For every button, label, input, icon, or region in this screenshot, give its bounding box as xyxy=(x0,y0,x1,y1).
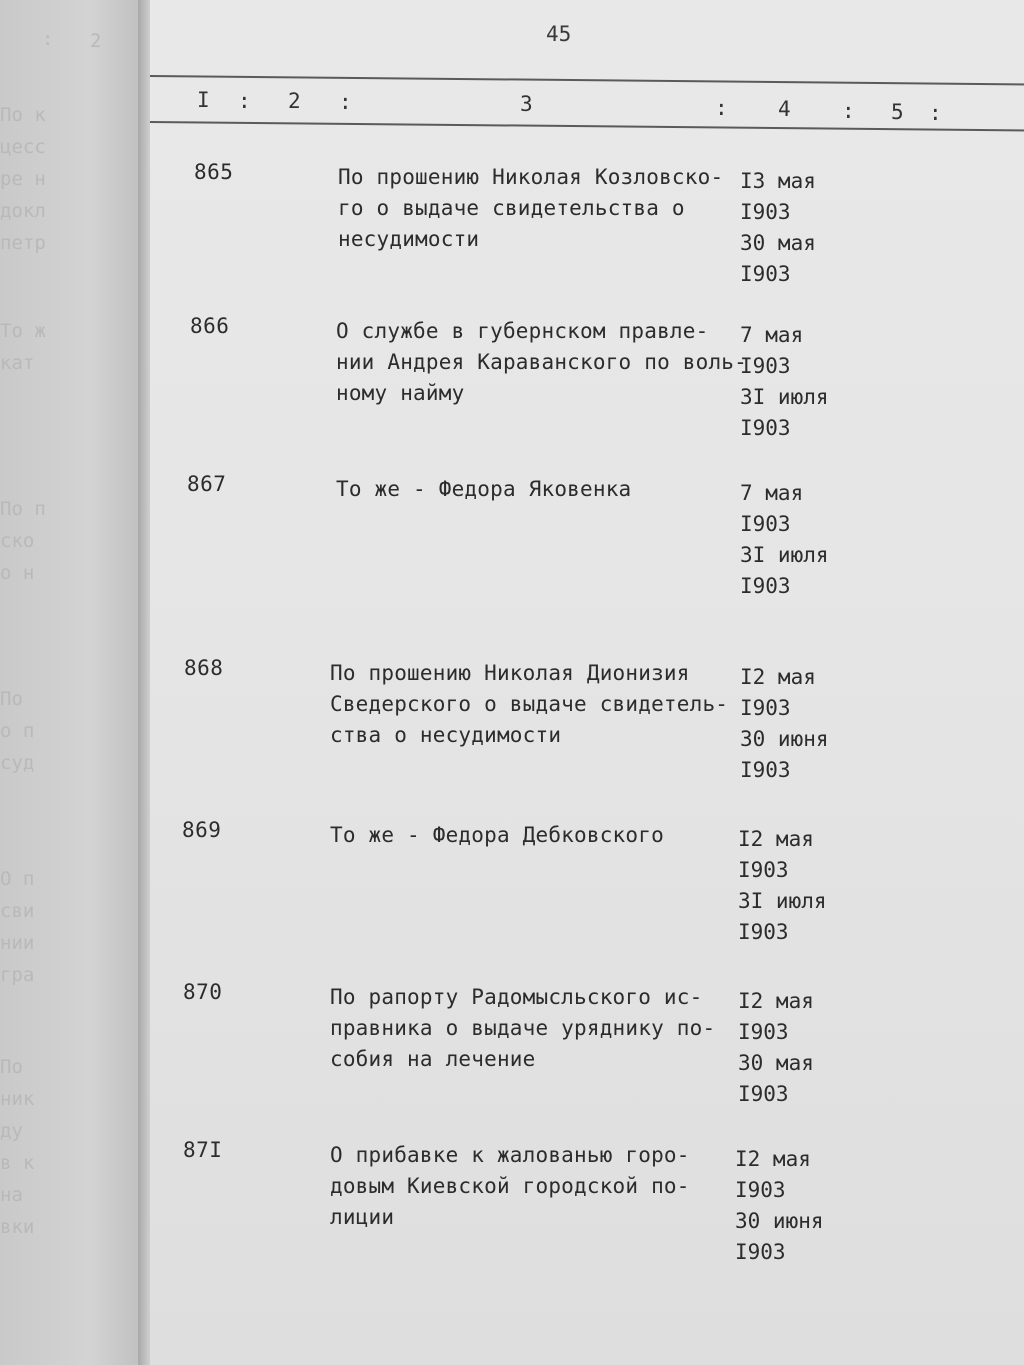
bleed-fragment: на xyxy=(0,1184,23,1206)
entry-date-day: I3 мая xyxy=(740,169,816,193)
bleed-fragment: ник xyxy=(0,1088,35,1110)
bleed-fragment: ду xyxy=(0,1120,23,1142)
bleed-fragment: суд xyxy=(0,752,35,774)
header-col-5: 5 xyxy=(891,100,904,124)
inventory-entry xyxy=(0,980,1024,1120)
entry-title-line: го о выдаче свидетельства о xyxy=(338,196,685,220)
bleed-fragment: о п xyxy=(0,720,35,742)
bleed-fragment: сви xyxy=(0,900,35,922)
entry-date-day: 7 мая xyxy=(740,481,804,505)
bleed-fragment: нии xyxy=(0,932,35,954)
entry-date-day: I2 мая xyxy=(740,665,816,689)
entry-number: 868 xyxy=(184,656,224,680)
entry-date-year: I903 xyxy=(740,262,791,286)
entry-title-line: По рапорту Радомысльского ис- xyxy=(330,985,703,1009)
entry-date-day: I2 мая xyxy=(735,1147,811,1171)
entry-date-year: I903 xyxy=(738,920,789,944)
entry-title-line: собия на лечение xyxy=(330,1047,536,1071)
bleed-fragment: докл xyxy=(0,200,46,222)
entry-dates xyxy=(738,824,827,948)
bleed-fragment: гра xyxy=(0,964,35,986)
header-separator: : xyxy=(339,90,352,114)
bleed-fragment: По xyxy=(0,1056,23,1078)
entry-date-day: 30 мая xyxy=(740,231,816,255)
entry-dates xyxy=(740,166,816,290)
entry-date-day: I2 мая xyxy=(738,827,814,851)
entry-date-day: 3I июля xyxy=(740,385,829,409)
entry-date-day: 30 июня xyxy=(740,727,829,751)
entry-date-year: I903 xyxy=(740,354,791,378)
bleed-fragment: цесс xyxy=(0,136,46,158)
header-col-3: 3 xyxy=(520,92,533,116)
page-number: 45 xyxy=(546,22,572,46)
bleed-fragment: По xyxy=(0,688,23,710)
header-separator: : xyxy=(238,89,251,113)
entry-dates xyxy=(740,320,829,444)
inventory-entry xyxy=(0,656,1024,796)
entry-date-year: I903 xyxy=(735,1178,786,1202)
bleed-fragment: о н xyxy=(0,562,35,584)
entry-date-day: 3I июля xyxy=(738,889,827,913)
bleed-fragment: ско xyxy=(0,530,35,552)
header-col-1: I xyxy=(197,88,210,112)
entry-title xyxy=(330,820,664,851)
inventory-entry xyxy=(0,160,1024,300)
bleed-fragment: 2 xyxy=(90,30,102,52)
entry-number: 865 xyxy=(194,160,234,184)
inventory-entry xyxy=(0,314,1024,454)
bleed-fragment: вки xyxy=(0,1216,35,1238)
entry-date-year: I903 xyxy=(740,416,791,440)
entry-title-line: То же - Федора Дебковского xyxy=(330,823,664,847)
entry-title-line: нии Андрея Караванского по воль- xyxy=(336,350,747,374)
entry-title-line: ства о несудимости xyxy=(330,723,562,747)
entry-date-day: 30 мая xyxy=(738,1051,814,1075)
header-separator: : xyxy=(929,101,942,125)
inventory-entry xyxy=(0,818,1024,958)
entry-number: 87I xyxy=(183,1138,223,1162)
entry-date-year: I903 xyxy=(740,574,791,598)
entry-title-line: лиции xyxy=(330,1205,395,1229)
entry-date-year: I903 xyxy=(740,200,791,224)
inventory-entry xyxy=(0,1138,1024,1278)
entry-number: 870 xyxy=(183,980,223,1004)
entry-title-line: несудимости xyxy=(338,227,480,251)
bleed-fragment: По п xyxy=(0,498,46,520)
entry-date-day: 3I июля xyxy=(740,543,829,567)
entry-title-line: О службе в губернском правле- xyxy=(336,319,709,343)
entry-dates xyxy=(735,1144,824,1268)
bleed-fragment: : xyxy=(42,28,54,50)
entry-date-year: I903 xyxy=(738,1082,789,1106)
header-separator: : xyxy=(715,96,728,120)
entry-title xyxy=(338,162,723,255)
entry-dates xyxy=(740,662,829,786)
entry-dates xyxy=(740,478,829,602)
entry-title xyxy=(336,474,631,505)
entry-date-year: I903 xyxy=(738,1020,789,1044)
header-col-2: 2 xyxy=(288,89,301,113)
entry-title xyxy=(330,982,715,1075)
header-col-4: 4 xyxy=(778,97,791,121)
entry-date-day: 30 июня xyxy=(735,1209,824,1233)
entry-date-year: I903 xyxy=(740,696,791,720)
entry-date-year: I903 xyxy=(740,512,791,536)
entry-date-day: I2 мая xyxy=(738,989,814,1013)
bleed-fragment: По к xyxy=(0,104,46,126)
entry-dates xyxy=(738,986,814,1110)
entry-title-line: О прибавке к жалованью горо- xyxy=(330,1143,690,1167)
entry-title-line: По прошению Николая Козловско- xyxy=(338,165,724,189)
entry-number: 869 xyxy=(182,818,222,842)
entry-number: 866 xyxy=(190,314,230,338)
entry-title xyxy=(330,658,728,751)
entry-title-line: Сведерского о выдаче свидетель- xyxy=(330,692,729,716)
entry-number: 867 xyxy=(187,472,227,496)
entry-title xyxy=(336,316,747,409)
entry-title-line: По прошению Николая Дионизия xyxy=(330,661,690,685)
entry-title-line: ному найму xyxy=(336,381,465,405)
bleed-fragment: ре н xyxy=(0,168,46,190)
bleed-fragment: петр xyxy=(0,232,46,254)
header-separator: : xyxy=(842,99,855,123)
entry-date-year: I903 xyxy=(738,858,789,882)
entry-date-year: I903 xyxy=(740,758,791,782)
entry-title xyxy=(330,1140,690,1233)
bleed-fragment: То ж xyxy=(0,320,46,342)
entry-title-line: То же - Федора Яковенка xyxy=(336,477,632,501)
bleed-fragment: в к xyxy=(0,1152,35,1174)
entry-title-line: правника о выдаче уряднику по- xyxy=(330,1016,716,1040)
entry-date-day: 7 мая xyxy=(740,323,804,347)
bleed-fragment: О п xyxy=(0,868,35,890)
entry-title-line: довым Киевской городской по- xyxy=(330,1174,690,1198)
inventory-entry xyxy=(0,472,1024,612)
entry-date-year: I903 xyxy=(735,1240,786,1264)
bleed-fragment: кат xyxy=(0,352,35,374)
